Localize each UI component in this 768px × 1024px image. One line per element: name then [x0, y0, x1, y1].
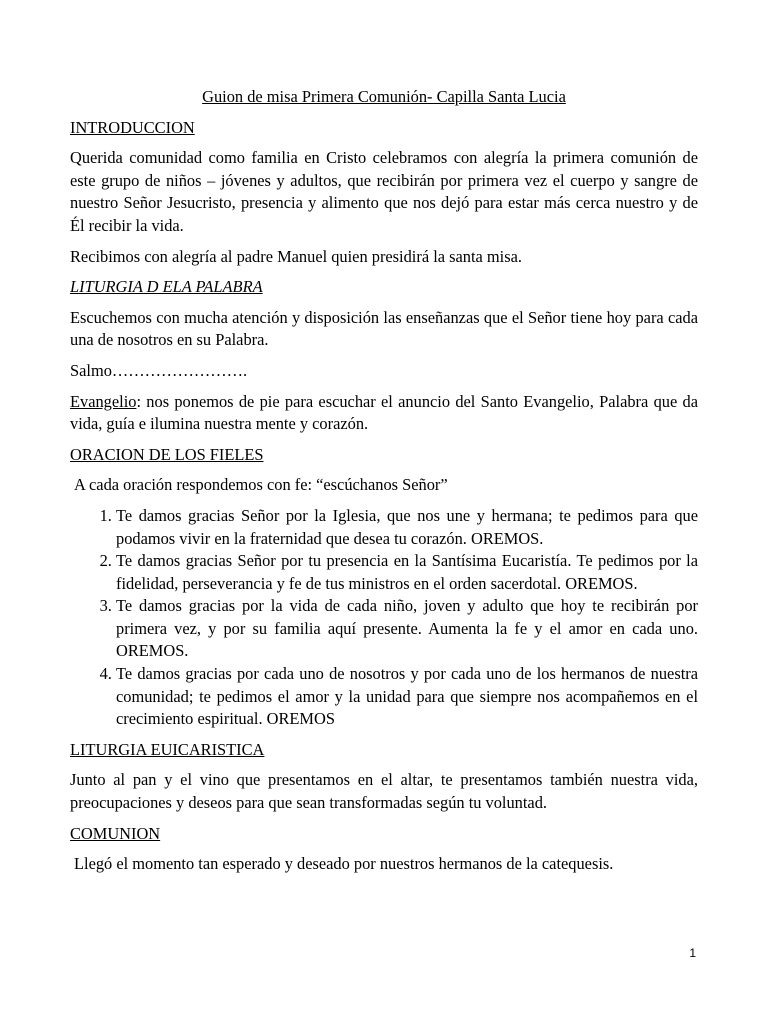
oracion-intro: A cada oración respondemos con fe: “escúchanos Señor”	[74, 475, 448, 495]
evangelio-paragraph	[70, 391, 698, 436]
prayer-item: 3. Te damos gracias por la vida de cada niño, joven y adulto que hoy te recibirán por primera vez, y por su familia aquí presente. Aumenta la fe y el amor en cada uno. OREMOS.	[116, 595, 698, 663]
comunion-paragraph: Llegó el momento tan esperado y deseado por nuestros hermanos de la catequesis.	[74, 854, 614, 874]
heading-comunion: COMUNION	[70, 823, 161, 843]
palabra-paragraph-1: Escuchemos con mucha atención y disposición las enseñanzas que el Señor tiene hoy para cada una de nosotros en su Palabra.	[70, 307, 698, 350]
intro-paragraph-2: Recibimos con alegría al padre Manuel quien presidirá la santa misa.	[70, 246, 522, 266]
prayer-item: 2. Te damos gracias Señor por tu presencia en la Santísima Eucaristía. Te pedimos por la fidelidad, perseverancia y fe de tus ministros en el orden sacerdotal. OREMOS.	[116, 550, 698, 595]
evangelio-text: : nos ponemos de pie para escuchar el anuncio del Santo Evangelio, Palabra que da vida, guía e ilumina nuestra mente y corazón.	[70, 391, 698, 434]
intro-paragraph-1: Querida comunidad como familia en Cristo celebramos con alegría la primera comunión de este grupo de niños – jóvenes y adultos, que recibirán por primera vez el cuerpo y sangre de nuestro Señor Jesucristo, presencia y alimento que nos dejó para estar más cerca nuestro y de Él recibir la vida.	[70, 148, 698, 235]
document-title: Guion de misa Primera Comunión- Capilla Santa Lucia	[202, 87, 566, 106]
prayer-list	[70, 505, 698, 731]
heading-introduccion: INTRODUCCION	[70, 117, 195, 137]
salmo-line: Salmo…………………….	[70, 360, 248, 380]
prayer-item: 1. Te damos gracias Señor por la Iglesia, que nos une y hermana; te pedimos para que podamos vivir en la fraternidad que desea tu corazón. OREMOS.	[116, 505, 698, 550]
heading-liturgia-palabra: LITURGIA D ELA PALABRA	[70, 277, 263, 297]
heading-oracion-fieles: ORACION DE LOS FIELES	[70, 444, 264, 464]
evangelio-label: Evangelio	[70, 391, 137, 411]
prayer-item: 4. Te damos gracias por cada uno de nosotros y por cada uno de los hermanos de nuestra comunidad; te pedimos el amor y la unidad para que siempre nos acompañemos en el crecimiento espiritual. OREMOS	[116, 663, 698, 731]
document-page	[70, 86, 698, 884]
heading-liturgia-eucaristica: LITURGIA EUICARISTICA	[70, 739, 265, 759]
eucaristica-paragraph: Junto al pan y el vino que presentamos en el altar, te presentamos también nuestra vida, preocupaciones y deseos para que sean transformadas según tu voluntad.	[70, 770, 698, 813]
page-number: 1	[689, 946, 696, 960]
